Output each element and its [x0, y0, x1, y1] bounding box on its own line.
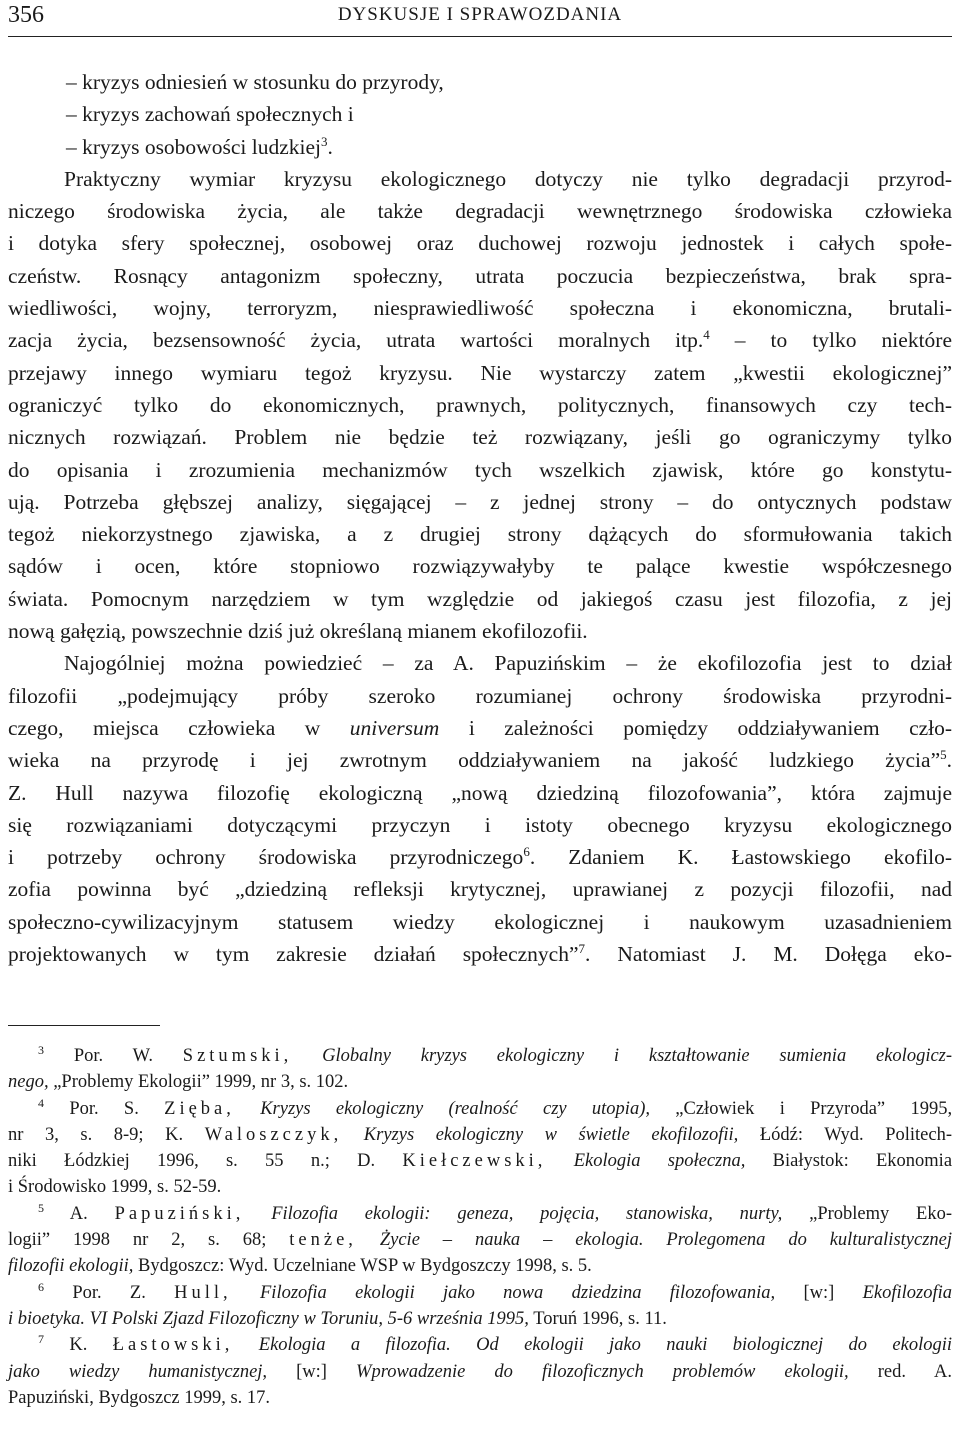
text-line: wieka na przyrodę i jej zwrotnym oddziaływaniem na jakość ludzkiego życia”$^5$. [8, 747, 952, 773]
author: Zięba, [164, 1098, 235, 1119]
author: Sztumski, [182, 1046, 293, 1066]
footnote-ref: 7 [578, 940, 585, 956]
footnote-divider [8, 1025, 160, 1026]
footnote-line: nego, „Problemy Ekologii” 1999, nr 3, s. 102. [8, 1072, 349, 1093]
text-line: Praktyczny wymiar kryzysu ekologicznego dotyczy nie tylko degradacji przyrod- [64, 166, 952, 191]
footnote: $^6$ Por. Z. Hull, Filozofia ekologii jako nowa dziedzina filozofowania, [w:] Ekofilozofia [38, 1279, 953, 1303]
text-line: niczego środowiska życia, ale także degradacji wewnętrznego środowiska człowieka [8, 199, 952, 224]
text-line: do opisania i zrozumienia mechanizmów tych wszelkich zjawisk, które go konstytu- [8, 457, 952, 482]
footnote-ref: 5 [940, 747, 947, 763]
text-line: i potrzeby ochrony środowiska przyrodniczego$^6$. Zdaniem K. Łastowskiego ekofilo- [8, 843, 952, 870]
main-text [8, 66, 952, 970]
text-line: ograniczyć tylko do ekonomicznych, prawnych, politycznych, finansowych czy tech- [8, 392, 952, 417]
text-line: zofia powinna być „dziedziną refleksji krytycznej, uprawianej z pozycji filozofii, nad [8, 877, 952, 902]
text-line: tegoż niekorzystnego zjawiska, a z drugiej strony dążących do sformułowania takich [8, 522, 952, 547]
footnotes [8, 1043, 952, 1411]
footnote-line: i bioetyka. VI Polski Zjazd Filozoficzny w Toruniu, 5-6 września 1995, Toruń 1996, s. 11. [8, 1308, 667, 1329]
text-line: społeczno-cywilizacyjnym statusem wiedzy ekologicznej i naukowym uzasadnieniem [8, 909, 952, 934]
author: Papuziński, [114, 1203, 245, 1224]
author: Hull, [174, 1282, 232, 1303]
footnote-ref: 6 [523, 843, 530, 859]
author: tenże, [289, 1230, 357, 1251]
bullet-item: – kryzys odniesień w stosunku do przyrody, [66, 70, 444, 94]
text-line: wiedliwości, wojny, terroryzm, niesprawiedliwość społeczna i ekonomiczna, brutali- [8, 296, 952, 321]
footnote-ref: 4 [703, 327, 710, 343]
footnote: $^4$ Por. S. Zięba, Kryzys ekologiczny (realność czy utopia), „Człowiek i Przyroda” 1995, [38, 1095, 953, 1119]
author: Łastowski, [112, 1335, 234, 1356]
footnote-ref: 3 [320, 133, 328, 149]
footnote-line: niki Łódzkiej 1996, s. 55 n.; D. Kiełczewski, Ekologia społeczna, Białystok: Ekonomia [8, 1151, 953, 1172]
text-line: filozofii „podejmujący próby szeroko rozumianej ochrony środowiska przyrodni- [8, 683, 952, 708]
text-line: nicznych rozwiązań. Problem nie będzie też rozwiązany, jeśli go ograniczymy tylko [8, 425, 952, 450]
page-number: 356 [8, 2, 44, 28]
text-line: się rozwiązaniami dotyczącymi przyczyn i istoty obecnego kryzysu ekologicznego [8, 812, 952, 837]
text-line: projektowanych w tym zakresie działań społecznych”$^7$. Natomiast J. M. Dołęga eko- [8, 940, 952, 967]
text-line: przejawy innego wymiaru tegoż kryzysu. Nie wystarczy zatem „kwestii ekologicznej” [8, 360, 952, 385]
footnote: $^3$ Por. W. Sztumski, Globalny kryzys ekologiczny i kształtowanie sumienia ekologicz- [38, 1042, 953, 1066]
text-line: ują. Potrzeba głębszej analizy, sięgającej – z jednej strony – do ontycznych podstaw [8, 489, 952, 514]
footnote-line: logii” 1998 nr 2, s. 68; tenże, Życie – nauka – ekologia. Prolegomena do kulturalistycznej [8, 1230, 953, 1251]
footnote-line: nr 3, s. 8-9; K. Waloszczyk, Kryzys ekologiczny w świetle ekofilozofii, Łódź: Wyd. Politech- [8, 1124, 953, 1145]
running-header [8, 0, 952, 37]
author: Kiełczewski, [402, 1151, 547, 1172]
bullet-item: – kryzys zachowań społecznych i [66, 102, 354, 127]
running-title: DYSKUSJE I SPRAWOZDANIA [337, 4, 623, 25]
text-line: sądów i ocen, które stopniowo rozwiązywałyby te palące kwestie współczesnego [8, 554, 952, 579]
text-line: Najogólniej można powiedzieć – za A. Papuzińskim – że ekofilozofia jest to dział [64, 651, 952, 676]
footnote-line: filozofii ekologii, Bydgoszcz: Wyd. Uczelniane WSP w Bydgoszczy 1998, s. 5. [8, 1256, 592, 1277]
bullet-item: – kryzys osobowości ludzkiej$^3$. [66, 133, 333, 159]
text-line: zacja życia, bezsensowność życia, utrata wartości moralnych itp.$^4$ – to tylko niektóre [8, 327, 952, 353]
text-line: i dotyka sfery społecznej, osobowej oraz duchowej rozwoju jednostek i całych społe- [8, 231, 952, 256]
footnote: $^7$ K. Łastowski, Ekologia a filozofia. Od ekologii jako nauki biologicznej do ekologii [38, 1332, 952, 1356]
text-line: Z. Hull nazywa filozofię ekologiczną „nową dziedziną filozofowania”, która zajmuje [8, 780, 952, 805]
footnote-line: jako wiedzy humanistycznej, [w:] Wprowadzenie do filozoficznych problemów ekologii, red. A. [8, 1361, 952, 1382]
author: Waloszczyk, [204, 1124, 343, 1145]
footnote-line: i Środowisko 1999, s. 52-59. [8, 1177, 222, 1198]
footnote: $^5$ A. Papuziński, Filozofia ekologii: geneza, pojęcia, stanowiska, nurty, „Problemy Eko- [38, 1200, 953, 1224]
text-line: czego, miejsca człowieka w universum i zależności pomiędzy oddziaływaniem czło- [8, 715, 953, 740]
italic-term: universum [349, 715, 440, 740]
text-line: nową gałęzią, powszechnie dziś już określaną mianem ekofilozofii. [8, 619, 588, 644]
footnote-line: Papuziński, Bydgoszcz 1999, s. 17. [8, 1387, 271, 1408]
text-line: świata. Pomocnym narzędziem w tym względzie od jakiegoś czasu jest filozofia, z jej [8, 586, 952, 611]
text-line: czeństw. Rosnący antagonizm społeczny, utrata poczucia bezpieczeństwa, brak spra- [8, 263, 952, 288]
